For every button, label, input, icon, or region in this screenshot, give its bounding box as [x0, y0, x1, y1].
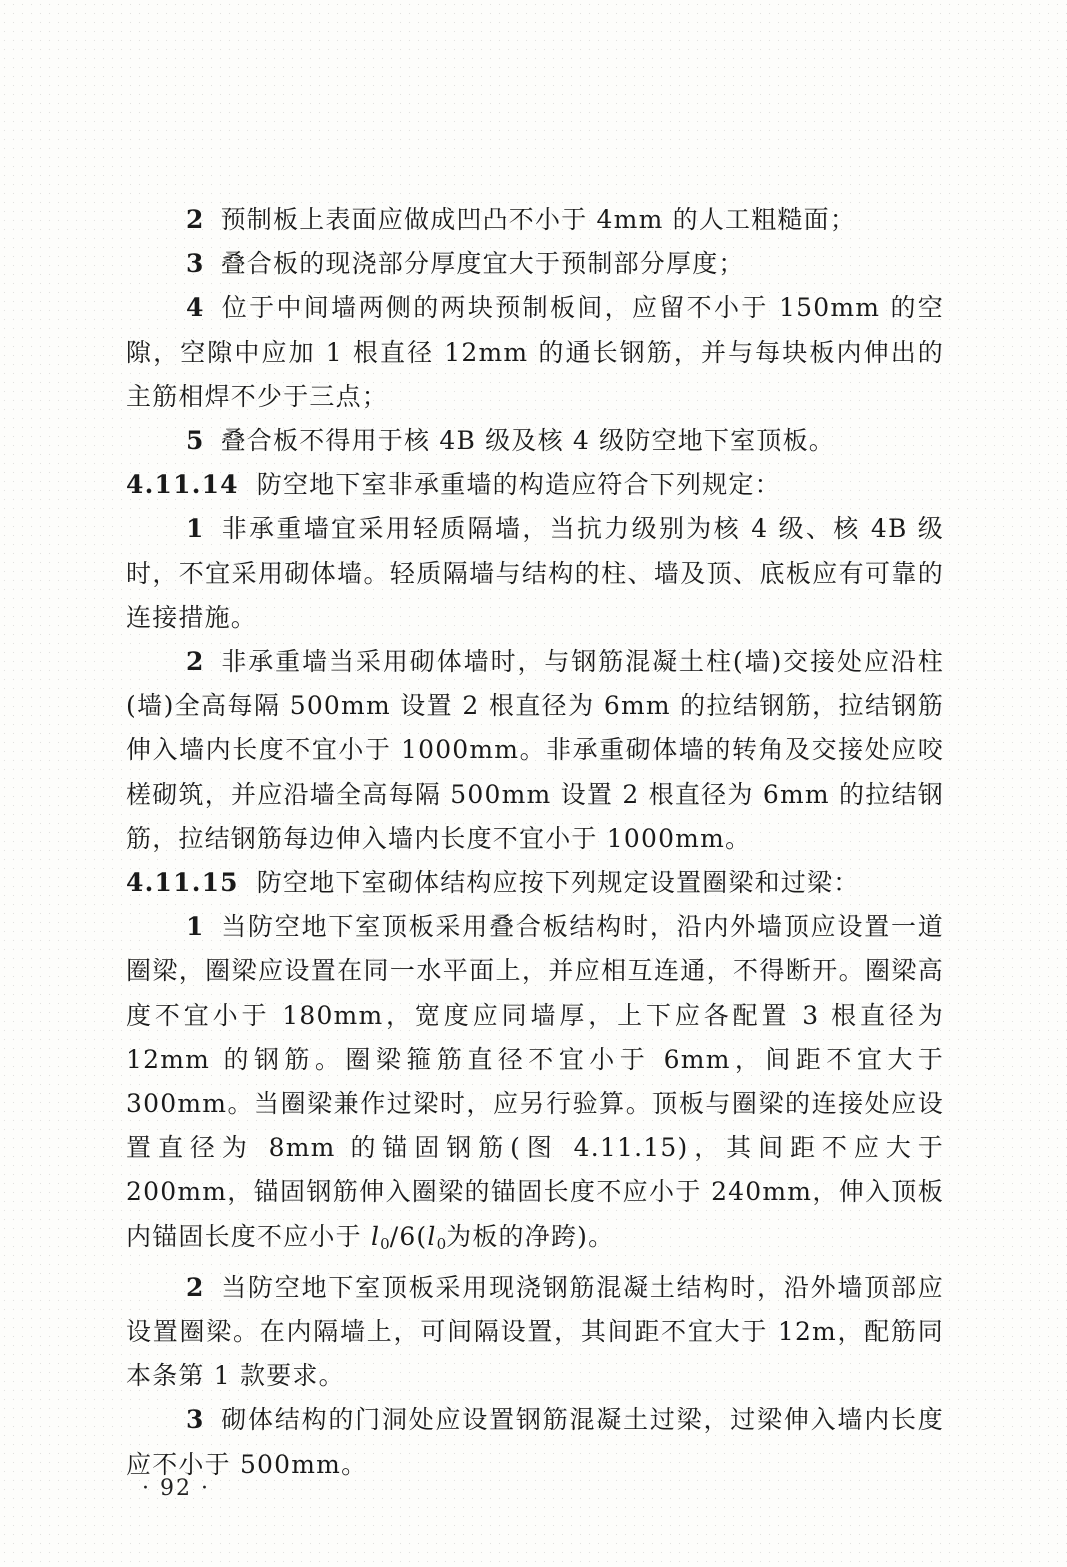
list-item	[126, 640, 944, 861]
list-item	[126, 905, 944, 1266]
item-number: 2	[186, 1272, 205, 1302]
formula-subscript: 0	[436, 1234, 447, 1253]
item-text: 当防空地下室顶板采用现浇钢筋混凝土结构时，沿外墙顶部应设置圈梁。在内隔墙上，可间隔设置，其间距不宜大于 12m，配筋同本条第 1 款要求。	[126, 1272, 944, 1391]
list-item	[126, 242, 944, 286]
list-item	[126, 507, 944, 640]
item-text: 位于中间墙两侧的两块预制板间，应留不小于 150mm 的空隙，空隙中应加 1 根直径 12mm 的通长钢筋，并与每块板内伸出的主筋相焊不少于三点；	[126, 293, 944, 411]
item-number: 1	[186, 912, 205, 942]
item-text: 当防空地下室顶板采用叠合板结构时，沿内外墙顶应设置一道圈梁，圈梁应设置在同一水平面上，并应相互连通，不得断开。圈梁高度不宜小于 180mm，宽度应同墙厚，上下应各配置 3 根直径为 12mm 的钢筋。圈梁箍筋直径不宜小于 6mm，间距不宜大于 300mm。当圈梁兼作过梁时，应另行验算。顶板与圈梁的连接处应设置直径为 8mm 的锚固钢筋(图 4.11.15)，其间距不应大于 200mm，锚固钢筋伸入圈梁的锚固长度不应小于 240mm，伸入顶板内锚固长度不应小于	[126, 912, 944, 1251]
item-text-tail: 为板的净跨)。	[446, 1221, 615, 1251]
list-item	[126, 198, 944, 242]
formula-subscript: 0	[380, 1234, 390, 1253]
list-item	[126, 419, 944, 463]
clause-number: 4.11.15	[126, 868, 239, 898]
item-number: 1	[186, 514, 205, 544]
item-number: 3	[186, 249, 205, 279]
item-text: 非承重墙当采用砌体墙时，与钢筋混凝土柱(墙)交接处应沿柱(墙)全高每隔 500mm 设置 2 根直径为 6mm 的拉结钢筋，拉结钢筋伸入墙内长度不宜小于 1000mm。非承重砌体墙的转角及交接处应咬槎砌筑，并应沿墙全高每隔 500mm 设置 2 根直径为 6mm 的拉结钢筋，拉结钢筋每边伸入墙内长度不宜小于 1000mm。	[126, 647, 944, 853]
item-text: 砌体结构的门洞处应设置钢筋混凝土过梁，过梁伸入墙内长度应不小于 500mm。	[126, 1405, 944, 1479]
formula-mid: /6(	[389, 1221, 428, 1251]
item-text: 叠合板不得用于核 4B 级及核 4 级防空地下室顶板。	[220, 426, 835, 456]
clause-heading	[126, 861, 944, 905]
item-number: 4	[186, 293, 205, 323]
body-text	[126, 198, 944, 1487]
item-number: 3	[186, 1405, 205, 1435]
item-text: 预制板上表面应做成凹凸不小于 4mm 的人工粗糙面；	[220, 205, 857, 234]
clause-text: 防空地下室砌体结构应按下列规定设置圈梁和过梁：	[256, 868, 860, 898]
list-item	[126, 1266, 944, 1399]
item-text: 非承重墙宜采用轻质隔墙，当抗力级别为核 4 级、核 4B 级时，不宜采用砌体墙。轻质隔墙与结构的柱、墙及顶、底板应有可靠的连接措施。	[126, 514, 944, 632]
item-number: 5	[186, 426, 205, 456]
list-item	[126, 286, 944, 419]
span-formula	[371, 1222, 446, 1251]
page-number: · 92 ·	[142, 1476, 210, 1501]
list-item	[126, 1398, 944, 1486]
clause-text: 防空地下室非承重墙的构造应符合下列规定：	[256, 470, 781, 500]
item-number: 2	[186, 647, 205, 677]
formula-var: l	[370, 1221, 381, 1251]
formula-var: l	[427, 1221, 437, 1251]
clause-heading	[126, 463, 944, 507]
clause-number: 4.11.14	[126, 470, 239, 500]
item-text: 叠合板的现浇部分厚度宜大于预制部分厚度；	[220, 249, 745, 279]
item-number: 2	[186, 205, 205, 234]
